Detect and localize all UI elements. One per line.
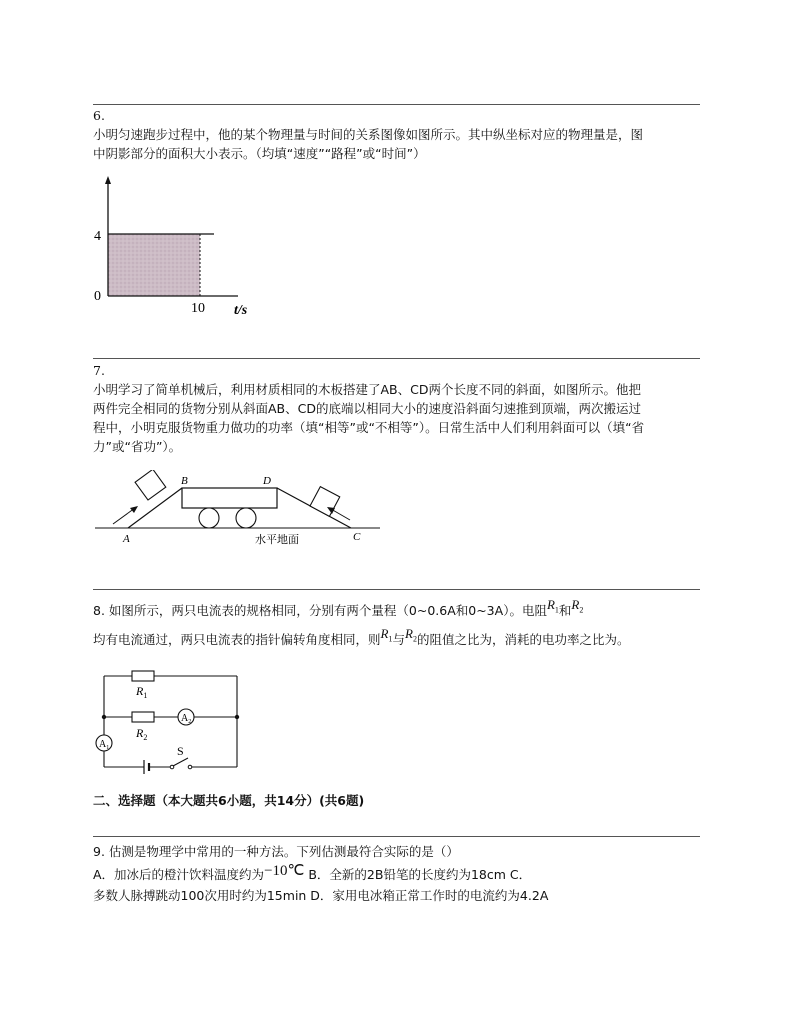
- r1-label: $R_1$: [136, 684, 148, 700]
- q9-text-line2: [93, 865, 531, 885]
- separator-q8: [93, 589, 700, 590]
- label-d: D: [263, 475, 271, 487]
- switch-contact: [188, 765, 192, 769]
- q8-line2-c: 的阻值之比为，消耗的电功率之比为。: [416, 632, 630, 647]
- resistor-r2-symbol: $R_2$: [571, 597, 584, 615]
- q7-text-line2: 两件完全相同的货物分别从斜面AB、CD的底端以相同大小的速度沿斜面匀速推到顶端，两次搬运过: [93, 401, 641, 416]
- q9-text-line1: 9. 估测是物理学中常用的一种方法。下列估测最符合实际的是（）: [93, 844, 459, 859]
- q7-text-line4: 力”或“省功”）。: [93, 439, 182, 454]
- table-top: [182, 488, 277, 508]
- origin-label: 0: [94, 289, 101, 304]
- q9-option-b: B．全新的2B铅笔的长度约为18cm C．: [304, 867, 532, 882]
- label-b: B: [181, 475, 188, 487]
- q7-incline-figure: [95, 470, 385, 550]
- separator-q9: [93, 836, 700, 837]
- q6-text-line2: 中阴影部分的面积大小表示。（均填“速度”“路程”或“时间”）: [93, 146, 426, 161]
- q8-line1-b: 和: [558, 603, 572, 618]
- q6-text-line1: 小明匀速跑步过程中，他的某个物理量与时间的关系图像如图所示。其中纵坐标对应的物理量是，图: [93, 127, 644, 142]
- wheel-right: [236, 508, 256, 528]
- q8-text-line1: [93, 597, 584, 626]
- switch-blade: [173, 758, 188, 766]
- label-a: A: [123, 533, 130, 545]
- ground-label: 水平地面: [255, 534, 299, 546]
- q8-circuit-diagram: [92, 664, 247, 776]
- label-c: C: [353, 531, 361, 543]
- y-axis-arrow: [105, 176, 111, 184]
- push-arrow-left-head: [130, 506, 138, 513]
- separator-q6: [93, 104, 700, 105]
- r2-label: $R_2$: [136, 726, 148, 742]
- q8-line2-b: 与: [392, 632, 405, 647]
- cargo-box-left: [135, 470, 166, 500]
- q7-text-line1: 小明学习了简单机械后，利用材质相同的木板搭建了AB、CD两个长度不同的斜面，如图所示。他把: [93, 382, 641, 397]
- ammeter-a1-label: $A_1$: [99, 739, 110, 751]
- junction-left: [102, 715, 106, 719]
- q9-text-line3: 多数人脉搏跳动100次用时约为15min D．家用电冰箱正常工作时的电流约为4.2A: [93, 888, 549, 903]
- resistor-r2: [132, 712, 154, 722]
- resistor-r1-symbol: $R_1$: [546, 597, 559, 615]
- q7-text-line3: 程中，小明克服货物重力做功的功率（填“相等”或“不相等”）。日常生活中人们利用斜面可以（填“省: [93, 420, 645, 435]
- resistor-r1: [132, 671, 154, 681]
- q6-graph: [88, 170, 268, 320]
- x-tick-label: 10: [191, 301, 205, 316]
- q9-option-a: A．加冰后的橙汁饮料温度约为: [93, 867, 265, 882]
- separator-q7: [93, 358, 700, 359]
- q7-number: 7.: [93, 363, 105, 378]
- switch-label: S: [177, 744, 184, 758]
- q8-line2-a: 均有电流通过，两只电流表的指针偏转角度相同，则: [93, 632, 381, 647]
- q8-text-line2: [93, 626, 630, 655]
- q6-number: 6.: [93, 108, 105, 123]
- x-axis-unit: t/s: [234, 303, 248, 318]
- section2-title: 二、选择题（本大题共6小题，共14分）(共6题): [93, 793, 365, 808]
- temperature-value: −10℃: [264, 863, 305, 879]
- shaded-area: [108, 234, 200, 296]
- wheel-left: [199, 508, 219, 528]
- junction-right: [235, 715, 239, 719]
- resistor-r1-symbol-2: $R_1$: [380, 626, 393, 644]
- y-tick-label: 4: [94, 229, 101, 244]
- push-arrow-left: [113, 508, 135, 524]
- q8-line1-a: 8. 如图所示，两只电流表的规格相同，分别有两个量程（0~0.6A和0~3A）。电阻: [93, 603, 547, 618]
- ammeter-a2-label: $A_2$: [181, 713, 192, 725]
- resistor-r2-symbol-2: $R_2$: [404, 626, 417, 644]
